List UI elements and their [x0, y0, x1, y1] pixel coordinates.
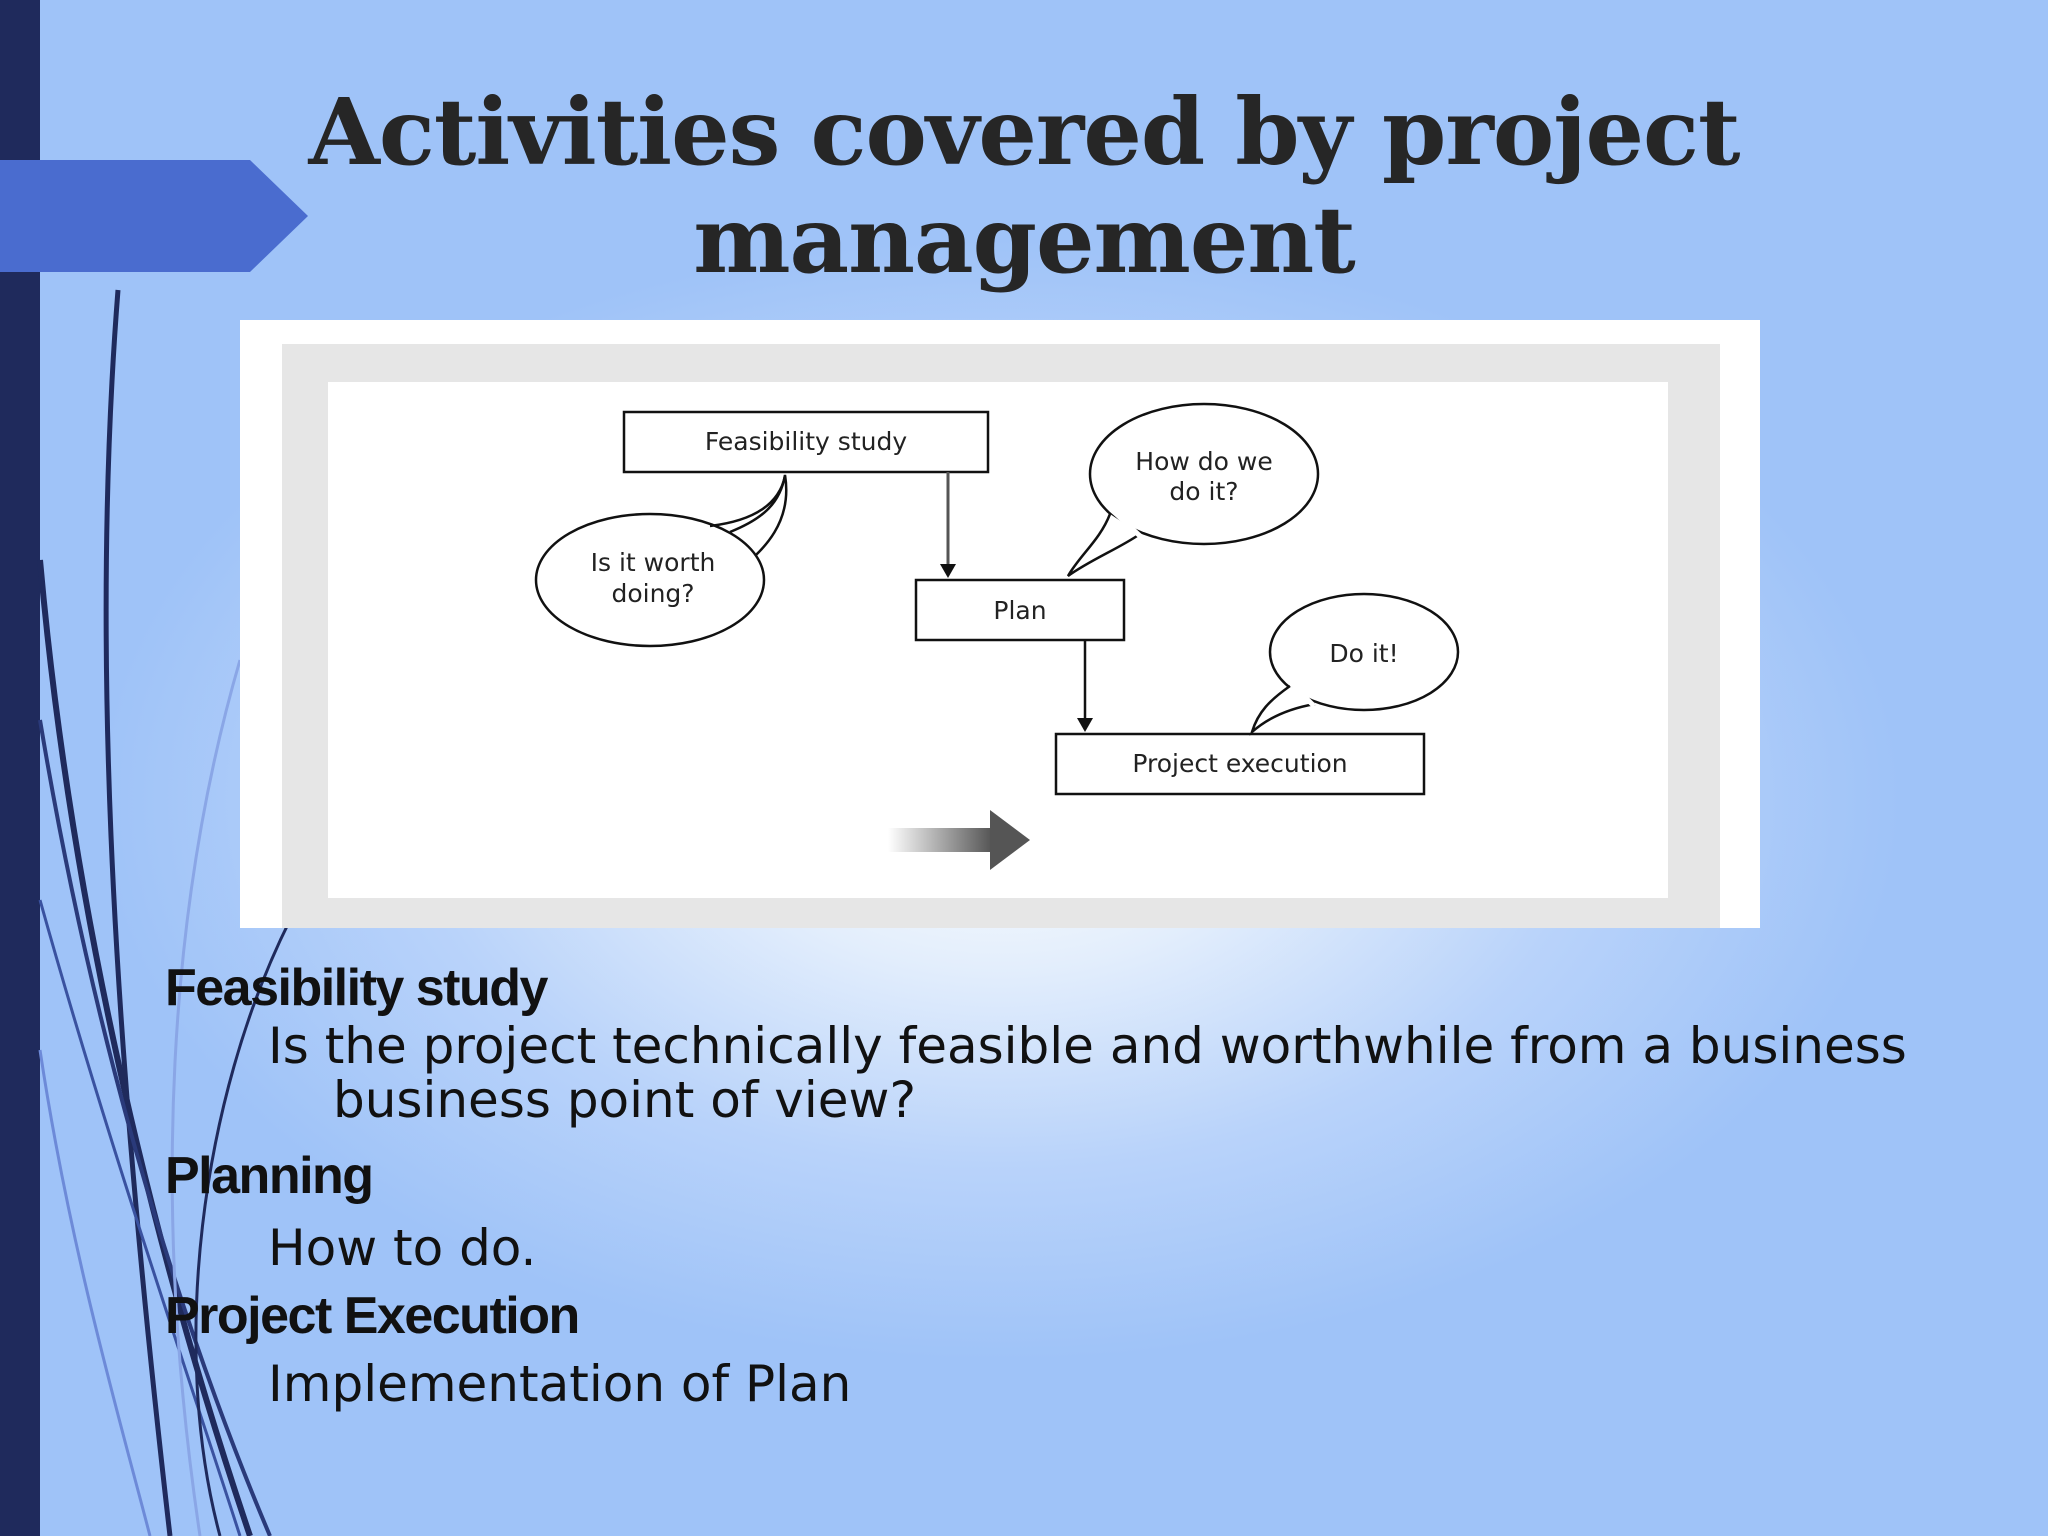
- item-detail-planning: How to do.: [268, 1219, 537, 1277]
- arrow-feasibility-to-plan: [940, 472, 956, 578]
- bubble-worth-line1: Is it worth: [590, 548, 716, 577]
- plan-box: [916, 580, 1124, 640]
- speech-bubble-how: [1068, 404, 1318, 576]
- project-phases-diagram: [240, 320, 1760, 928]
- speech-bubble-worth: [536, 475, 786, 646]
- feasibility-box-label: Feasibility study: [704, 427, 908, 456]
- bubble-how-line1: How do we: [1135, 447, 1273, 476]
- item-heading-execution: Project Execution: [165, 1287, 579, 1345]
- item-detail-feasibility-line2: business point of view?: [333, 1071, 916, 1129]
- bubble-worth-line2: doing?: [611, 579, 695, 608]
- slide-title: Activities covered by project management: [308, 78, 1740, 294]
- execution-box: [1056, 734, 1424, 794]
- bubble-do-it-label: Do it!: [1329, 639, 1399, 668]
- execution-box-label: Project execution: [1132, 749, 1348, 778]
- content-list: [165, 958, 2005, 1412]
- feasibility-box: [624, 412, 988, 472]
- item-heading-planning: Planning: [165, 1147, 373, 1205]
- speech-bubble-do-it: [1252, 594, 1458, 732]
- item-heading-feasibility: Feasibility study: [165, 959, 547, 1017]
- arrow-plan-to-execution: [1077, 640, 1093, 732]
- bubble-how-line2: do it?: [1169, 477, 1239, 506]
- direction-arrow-icon: [888, 810, 1030, 870]
- item-detail-execution: Implementation of Plan: [268, 1355, 852, 1413]
- plan-box-label: Plan: [993, 596, 1047, 625]
- item-detail-feasibility-line1: Is the project technically feasible and worthwhile from a business: [268, 1017, 1907, 1075]
